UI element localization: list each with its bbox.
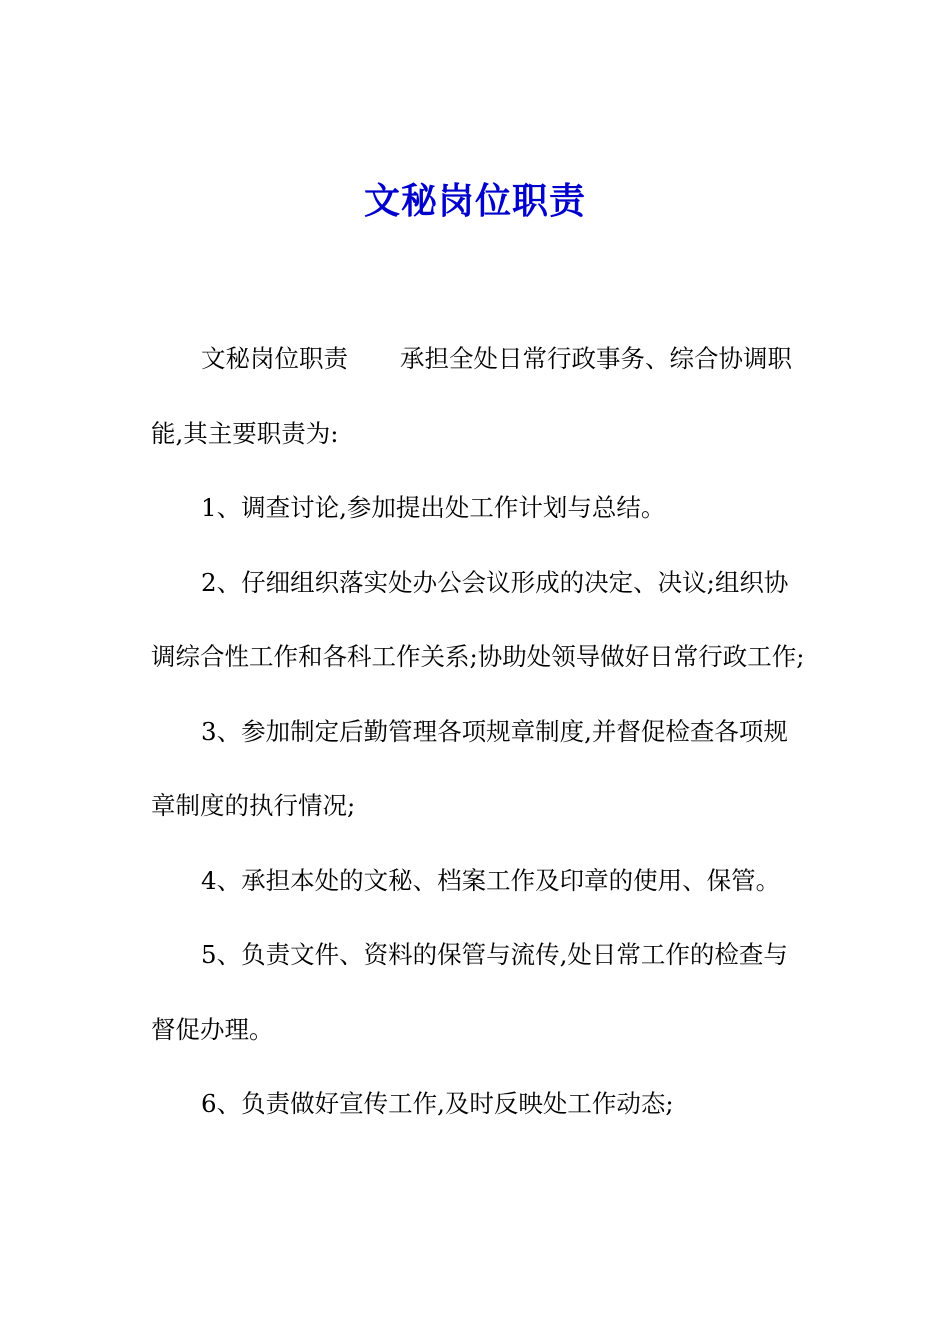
intro-paragraph — [151, 322, 811, 471]
duty-item-6: 6、负责做好宣传工作,及时反映处工作动态; — [201, 1089, 674, 1118]
duty-item-3: 3、参加制定后勤管理各项规章制度,并督促检查各项规章制度的执行情况; — [151, 716, 788, 820]
duty-item-1: 1、调查讨论,参加提出处工作计划与总结。 — [201, 493, 666, 522]
document-title: 文秘岗位职责 — [363, 181, 586, 222]
duty-item-2: 2、仔细组织落实处办公会议形成的决定、决议;组织协调综合性工作和各科工作关系;协助处领导做好日常行政工作; — [151, 567, 805, 671]
duty-item-5: 5、负责文件、资料的保管与流传,处日常工作的检查与督促办理。 — [151, 940, 788, 1044]
intro-lead: 文秘岗位职责 — [201, 344, 348, 373]
document-body — [151, 322, 811, 1142]
intro-text: 承担全处日常行政事务、综合协调职能,其主要职责为: — [151, 344, 792, 448]
duty-item-4: 4、承担本处的文秘、档案工作及印章的使用、保管。 — [201, 865, 781, 895]
